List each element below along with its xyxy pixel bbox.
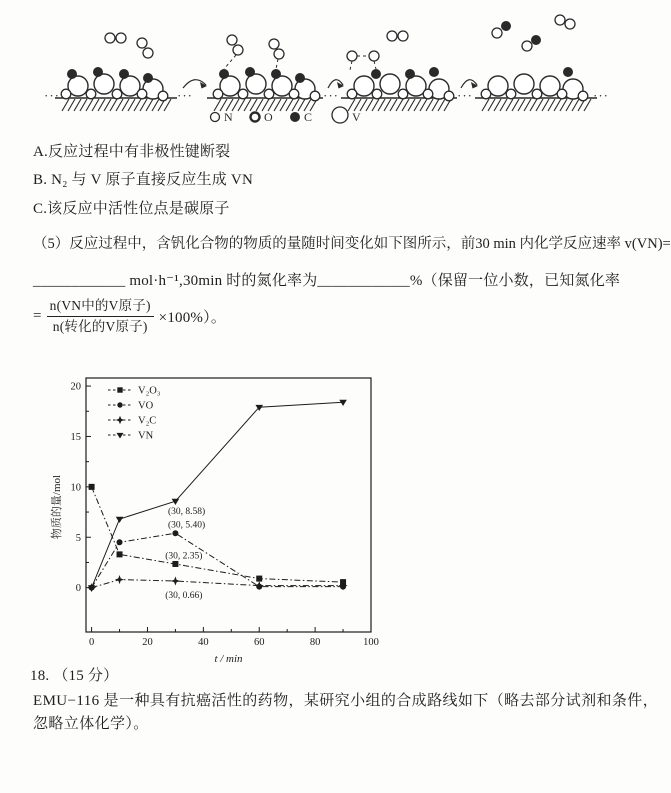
point-annotation: (30, 8.58) (167, 507, 206, 518)
formula-fraction (47, 297, 154, 335)
x-axis-label: t / min (214, 653, 243, 665)
amount-vs-time-chart (48, 366, 390, 668)
ellipsis: ··· (177, 88, 193, 103)
ellipsis: ··· (323, 88, 339, 103)
question-18-intro: EMU−116 是一种具有抗癌活性的药物，某研究小组的合成路线如下（略去部分试剂和条件，忽略立体化学）。 (33, 693, 659, 732)
x-tick-label: 60 (253, 637, 265, 648)
diagram-legend-label: O (264, 110, 273, 124)
formula-suffix: ×100%）。 (158, 309, 227, 326)
y-tick-label: 15 (70, 431, 81, 443)
formula-equals: = (33, 307, 42, 324)
chart-legend-label: VO (138, 400, 154, 412)
series-line-V₂O₃ (92, 487, 344, 582)
diagram-legend-label: C (304, 110, 313, 124)
ellipsis: ··· (44, 88, 60, 103)
ellipsis: ··· (457, 88, 473, 103)
x-tick-label: 80 (309, 637, 321, 648)
option-a: A.反应过程中有非极性键断裂 (33, 144, 231, 160)
y-axis-label: 物质的量/mol (51, 474, 63, 540)
question-5-blanks-line: ____________ mol·h⁻¹,30min 时的氮化率为____________%（保留一位小数，已知氮化率 (33, 273, 621, 289)
point-annotation: (30, 0.66) (165, 591, 203, 602)
formula-numerator: n(VN中的V原子) (47, 297, 154, 317)
option-c: C.该反应中活性位点是碳原子 (33, 201, 230, 217)
question-18-number: 18. (30, 668, 50, 684)
y-tick-label: 10 (70, 482, 81, 494)
diagram-legend-label: V (352, 110, 361, 124)
x-tick-label: 100 (363, 637, 379, 648)
ellipsis: ··· (593, 88, 609, 103)
chart-legend-label: V₂C (138, 415, 157, 427)
y-tick-label: 0 (75, 583, 81, 595)
formula-denominator: n(转化的V原子) (52, 318, 148, 334)
nitridation-rate-formula (33, 297, 226, 335)
question-5-text: （5）反应过程中，含钒化合物的物质的量随时间变化如下图所示，前30 min 内化学反应速率 v(VN)= (33, 236, 671, 252)
y-tick-label: 20 (70, 381, 81, 393)
point-annotation: (30, 5.40) (167, 520, 206, 531)
reaction-mechanism-diagram (40, 12, 615, 130)
x-tick-label: 20 (142, 637, 153, 648)
x-tick-label: 0 (88, 637, 95, 648)
x-tick-label: 40 (198, 637, 209, 648)
y-tick-label: 5 (75, 532, 81, 544)
question-18-header (30, 664, 118, 685)
chart-legend-label: V₂O₃ (138, 385, 161, 397)
diagram-legend-label: N (224, 110, 233, 124)
option-b: B. N₂ 与 V 原子直接反应生成 VN (33, 172, 253, 188)
point-annotation: (30, 2.35) (165, 551, 203, 562)
chart-legend-label: VN (138, 430, 154, 442)
question-18-score: （15 分） (53, 668, 119, 684)
